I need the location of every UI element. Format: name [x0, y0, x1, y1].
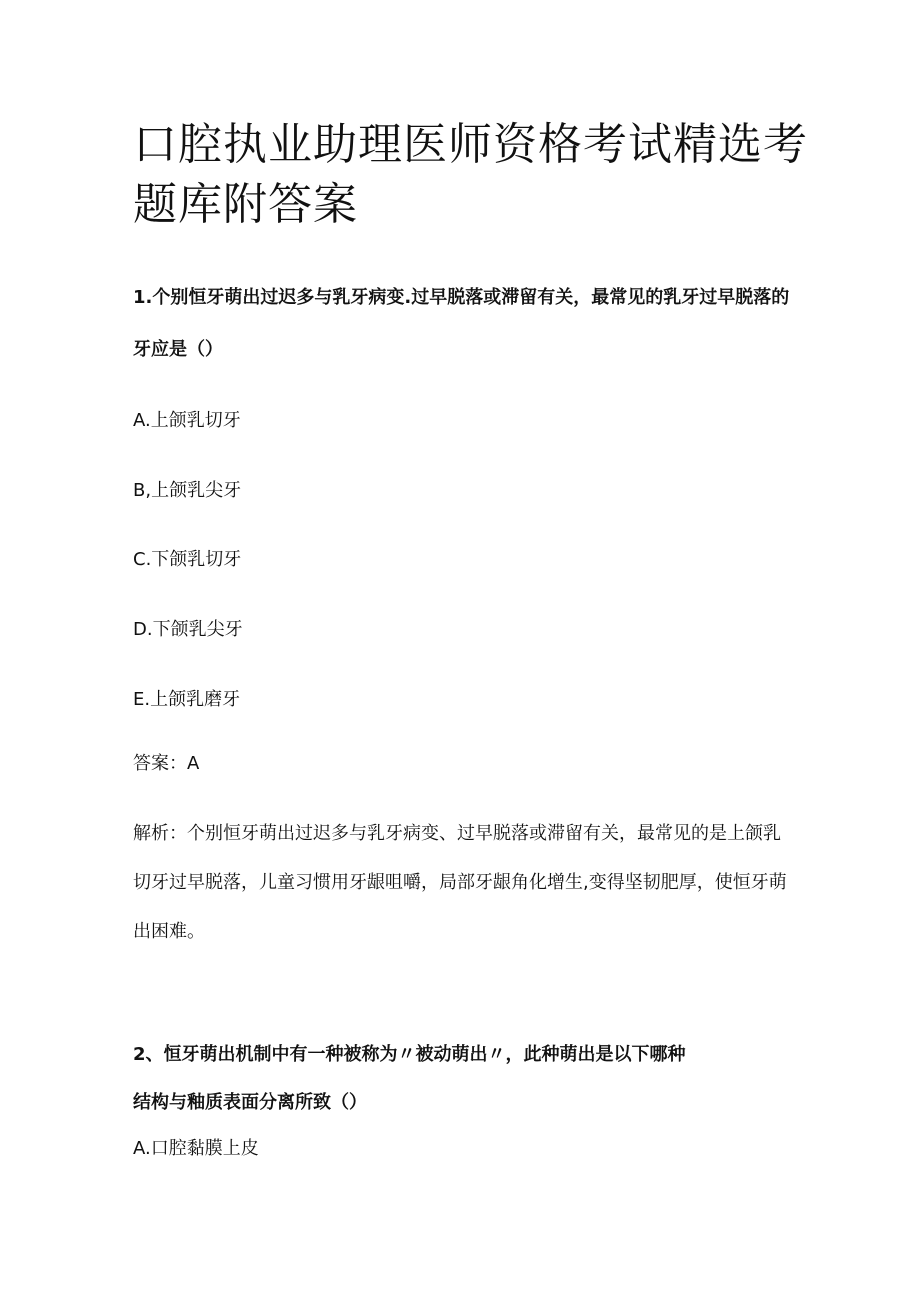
question-1-option-e: E.上颌乳磨牙	[133, 689, 241, 710]
question-2-option-a: A.口腔黏膜上皮	[133, 1138, 259, 1159]
question-1-option-d: D.下颌乳尖牙	[133, 619, 243, 640]
question-2-stem-line-1: 2、恒牙萌出机制中有一种被称为〃被动萌出〃，此种萌出是以下哪种	[133, 1044, 686, 1065]
document-title: 口腔执业助理医师资格考试精选考题库附答案	[133, 119, 808, 230]
question-1-option-a: A.上颌乳切牙	[133, 410, 241, 431]
question-1-option-c: C.下颌乳切牙	[133, 549, 242, 570]
question-1-explanation: 解析：个别恒牙萌出过迟多与乳牙病变、过早脱落或滞留有关，最常见的是上颌乳切牙过早脱落，儿童习惯用牙龈咀嚼，局部牙龈角化增生,变得坚韧肥厚，使恒牙萌出困难。	[133, 823, 787, 942]
question-1-stem: 1.个别恒牙萌出过迟多与乳牙病变.过早脱落或滞留有关，最常见的乳牙过早脱落的牙应是（）	[133, 287, 790, 360]
question-1-answer: 答案：A	[133, 753, 200, 774]
question-2-stem-line-2: 结构与釉质表面分离所致（）	[133, 1092, 367, 1113]
question-1-option-b: B,上颌乳尖牙	[133, 480, 242, 501]
